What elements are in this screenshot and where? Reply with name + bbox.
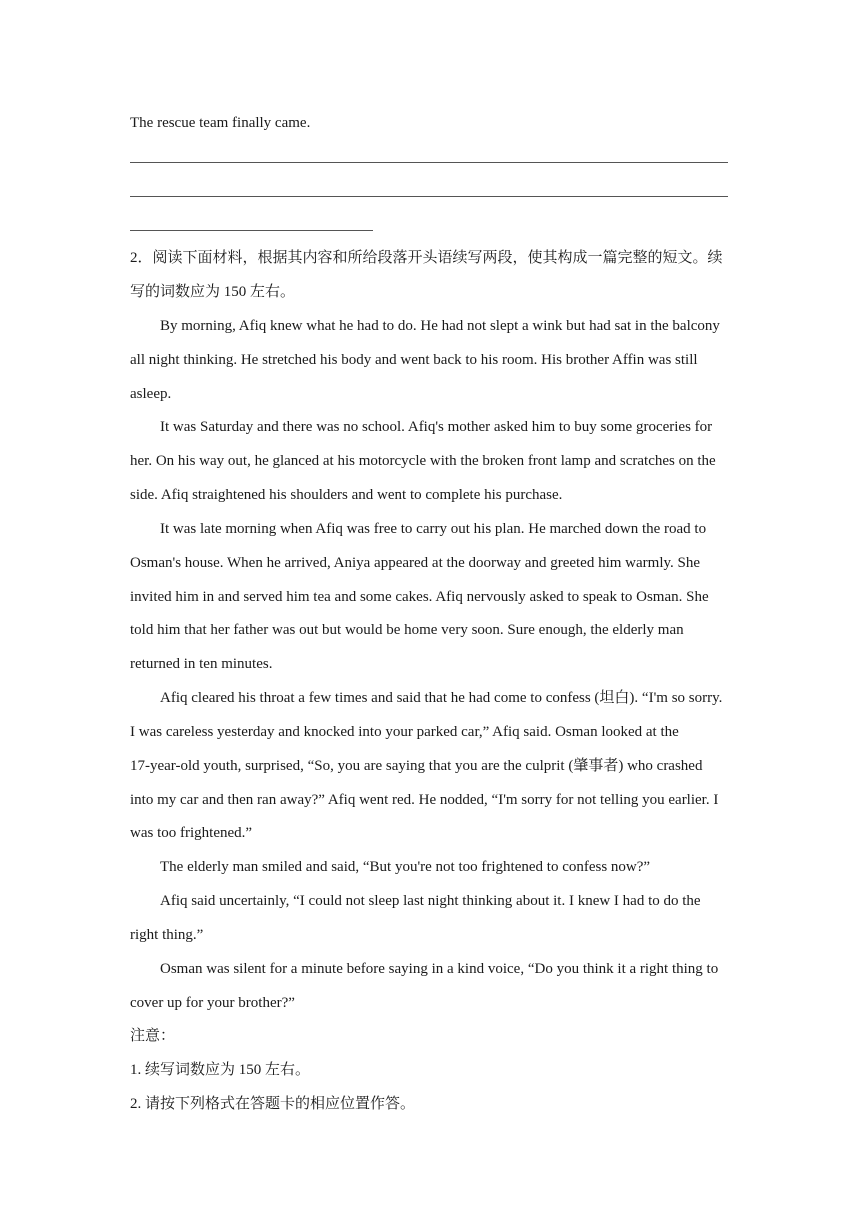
paragraph-4-line-2: I was careless yesterday and knocked into your parked car,” Afiq said. Osman looked at the [130,724,679,740]
note-item-2: 2. 请按下列格式在答题卡的相应位置作答。 [130,1096,416,1112]
question-line-2: 写的词数应为 150 左右。 [130,284,296,300]
paragraph-3-line-5: returned in ten minutes. [130,656,273,672]
paragraph-6-line-1: Afiq said uncertainly, “I could not sleep last night thinking about it. I knew I had to do the [160,893,701,909]
answer-line-2 [130,196,728,197]
paragraph-1-line-2: all night thinking. He stretched his body and went back to his room. His brother Affin was still [130,352,698,368]
paragraph-3-line-2: Osman's house. When he arrived, Aniya appeared at the doorway and greeted him warmly. She [130,555,701,571]
paragraph-4-line-4: into my car and then ran away?” Afiq went red. He nodded, “I'm sorry for not telling you earlier. I [130,792,719,808]
opening-line: The rescue team finally came. [130,115,311,131]
paragraph-2-line-3: side. Afiq straightened his shoulders and went to complete his purchase. [130,487,563,503]
paragraph-4-line-3: 17-year-old youth, surprised, “So, you are saying that you are the culprit (肇事者) who crashed [130,758,703,774]
paragraph-3-line-3: invited him in and served him tea and some cakes. Afiq nervously asked to speak to Osman. She [130,589,709,605]
paragraph-4-line-1: Afiq cleared his throat a few times and said that he had come to confess (坦白). “I'm so sorry. [160,690,723,706]
paragraph-5-line-1: The elderly man smiled and said, “But you're not too frightened to confess now?” [160,859,651,875]
paragraph-3-line-1: It was late morning when Afiq was free to carry out his plan. He marched down the road to [160,521,707,537]
paragraph-2-line-2: her. On his way out, he glanced at his motorcycle with the broken front lamp and scratches on the [130,453,716,469]
paragraph-1-line-3: asleep. [130,386,172,402]
notes-heading: 注意： [130,1028,176,1044]
answer-line-1 [130,162,728,163]
paragraph-4-line-5: was too frightened.” [130,825,253,841]
answer-line-3 [130,230,373,231]
paragraph-7-line-1: Osman was silent for a minute before saying in a kind voice, “Do you think it a right thing to [160,961,719,977]
question-line-1: 2．阅读下面材料，根据其内容和所给段落开头语续写两段，使其构成一篇完整的短文。续 [130,250,723,266]
paragraph-2-line-1: It was Saturday and there was no school. Afiq's mother asked him to buy some groceries for [160,419,713,435]
paragraph-1-line-1: By morning, Afiq knew what he had to do. He had not slept a wink but had sat in the balcony [160,318,720,334]
paragraph-3-line-4: told him that her father was out but would be home very soon. Sure enough, the elderly man [130,622,684,638]
paragraph-6-line-2: right thing.” [130,927,204,943]
note-item-1: 1. 续写词数应为 150 左右。 [130,1062,311,1078]
paragraph-7-line-2: cover up for your brother?” [130,995,295,1011]
